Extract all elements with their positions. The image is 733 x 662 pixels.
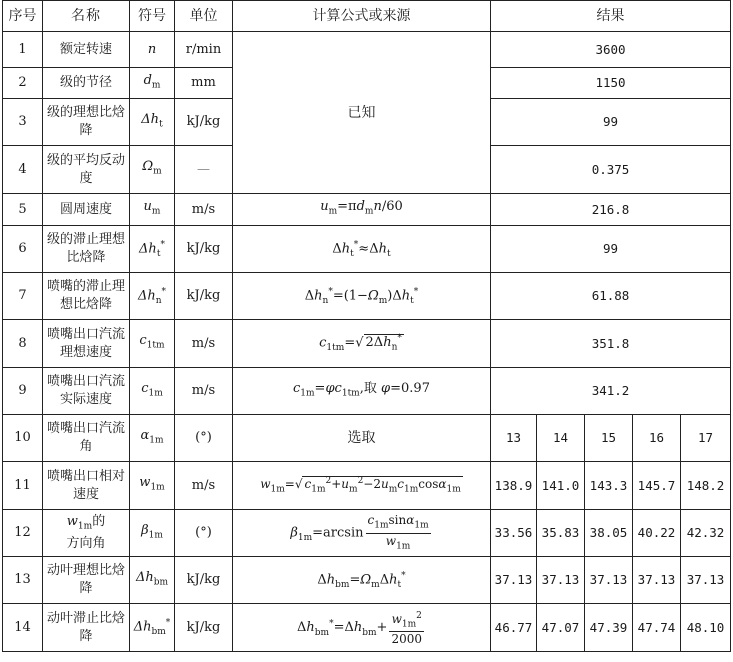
row-result-1: 46.77 xyxy=(491,604,537,652)
row-symbol: $u_m$ xyxy=(130,194,175,226)
row-no: 1 xyxy=(3,32,43,68)
row-symbol: $d_m$ xyxy=(130,68,175,99)
row-name: 喷嘴出口汽流理想速度 xyxy=(43,320,130,368)
table-row xyxy=(3,368,731,415)
row-unit: m/s xyxy=(175,194,233,226)
table-row xyxy=(3,462,731,510)
row-result-5: 17 xyxy=(681,415,731,462)
row-unit: kJ/kg xyxy=(175,604,233,652)
table-row xyxy=(3,194,731,226)
row-name: 级的滞止理想比焓降 xyxy=(43,226,130,273)
stage-calculation-table xyxy=(2,0,731,652)
row-no: 14 xyxy=(3,604,43,652)
table-row xyxy=(3,273,731,320)
row-no: 11 xyxy=(3,462,43,510)
row-formula-known: 已知 xyxy=(233,32,491,194)
row-symbol: $\alpha_{1m}$ xyxy=(130,415,175,462)
row-formula: 选取 xyxy=(233,415,491,462)
row-result-1: 33.56 xyxy=(491,510,537,557)
row-formula: $\beta_{1m}=\arcsin$ $\frac{c_{1m}\sin\alpha_{1m}}{w_{1m}}$ xyxy=(233,510,491,557)
row-no: 13 xyxy=(3,557,43,604)
header-result: 结果 xyxy=(491,1,731,32)
row-no: 9 xyxy=(3,368,43,415)
row-result: 61.88 xyxy=(491,273,731,320)
row-result-4: 47.74 xyxy=(633,604,681,652)
row-name: 动叶理想比焓降 xyxy=(43,557,130,604)
row-unit: kJ/kg xyxy=(175,273,233,320)
row-result: 341.2 xyxy=(491,368,731,415)
row-name xyxy=(43,99,130,146)
row-symbol: $\Delta h_{bm}^*$ xyxy=(130,604,175,652)
row-unit: kJ/kg xyxy=(175,226,233,273)
row-name: 额定转速 xyxy=(43,32,130,68)
table-row xyxy=(3,32,731,68)
row-result-4: 145.7 xyxy=(633,462,681,510)
formula-take-text: ,取 xyxy=(359,380,377,396)
row-no: 2 xyxy=(3,68,43,99)
header-row xyxy=(3,1,731,32)
row-no: 10 xyxy=(3,415,43,462)
header-formula: 计算公式或来源 xyxy=(233,1,491,32)
row-name-top-suffix: 的 xyxy=(92,513,106,529)
table-row xyxy=(3,320,731,368)
table-row xyxy=(3,415,731,462)
row-no: 7 xyxy=(3,273,43,320)
header-no: 序号 xyxy=(3,1,43,32)
table-row xyxy=(3,510,731,557)
row-result: 0.375 xyxy=(491,146,731,194)
row-no: 4 xyxy=(3,146,43,194)
row-unit: m/s xyxy=(175,462,233,510)
row-no: 5 xyxy=(3,194,43,226)
row-unit: mm xyxy=(175,68,233,99)
row-result-2: 35.83 xyxy=(537,510,585,557)
row-symbol: $\Delta h_n^*$ xyxy=(130,273,175,320)
row-symbol: $\beta_{1m}$ xyxy=(130,510,175,557)
row-no: 6 xyxy=(3,226,43,273)
row-symbol: n xyxy=(130,32,175,68)
row-result-3: 47.39 xyxy=(585,604,633,652)
table-row xyxy=(3,226,731,273)
row-unit: m/s xyxy=(175,368,233,415)
row-name-symbol: $w_{1m}$ xyxy=(66,513,93,532)
row-symbol: $c_{1tm}$ xyxy=(130,320,175,368)
row-result-4: 37.13 xyxy=(633,557,681,604)
row-result: 3600 xyxy=(491,32,731,68)
row-result-1: 138.9 xyxy=(491,462,537,510)
row-formula: $\Delta h_{bm}=\Omega_m\Delta h_t^*$ xyxy=(233,557,491,604)
row-result-4: 40.22 xyxy=(633,510,681,557)
row-unit: m/s xyxy=(175,320,233,368)
row-symbol: $\Delta h_t^*$ xyxy=(130,226,175,273)
row-name: 喷嘴出口汽流实际速度 xyxy=(43,368,130,415)
row-result-2: 47.07 xyxy=(537,604,585,652)
header-name: 名称 xyxy=(43,1,130,32)
row-result-3: 37.13 xyxy=(585,557,633,604)
row-name: 喷嘴的滞止理想比焓降 xyxy=(43,273,130,320)
row-unit: — xyxy=(175,146,233,194)
row-unit: (°) xyxy=(175,510,233,557)
header-unit: 单位 xyxy=(175,1,233,32)
row-name: 动叶滞止比焓降 xyxy=(43,604,130,652)
row-formula: $c_{1m}=\varphi c_{1tm}$,取 φ=0.97 xyxy=(233,368,491,415)
row-name: 喷嘴出口汽流角 xyxy=(43,415,130,462)
row-formula: $c_{1tm}=√$ $2\Delta h_n^*$ xyxy=(233,320,491,368)
row-formula: $u_m=\pi d_mn/60$ xyxy=(233,194,491,226)
row-formula: $w_{1m}=√$ $c_{1m}^2+u_m^2-2u_mc_{1m}\cos\alpha_{1m}$ xyxy=(233,462,491,510)
row-unit: kJ/kg xyxy=(175,99,233,146)
row-symbol: $\Delta h_{bm}$ xyxy=(130,557,175,604)
row-result-4: 16 xyxy=(633,415,681,462)
header-symbol: 符号 xyxy=(130,1,175,32)
table-row xyxy=(3,604,731,652)
row-unit: r/min xyxy=(175,32,233,68)
row-result-2: 141.0 xyxy=(537,462,585,510)
row-name-bottom: 方向角 xyxy=(66,536,106,552)
row-result-5: 48.10 xyxy=(681,604,731,652)
row-result-1: 13 xyxy=(491,415,537,462)
row-result-3: 143.3 xyxy=(585,462,633,510)
row-no: 8 xyxy=(3,320,43,368)
row-name xyxy=(43,510,130,557)
row-result-5: 37.13 xyxy=(681,557,731,604)
row-result-3: 38.05 xyxy=(585,510,633,557)
row-unit: (°) xyxy=(175,415,233,462)
row-result-1: 37.13 xyxy=(491,557,537,604)
row-result: 1150 xyxy=(491,68,731,99)
row-name: 圆周速度 xyxy=(43,194,130,226)
row-result-2: 14 xyxy=(537,415,585,462)
formula-denominator: 2000 xyxy=(391,632,422,647)
row-formula: $\Delta h_t^*\approx\Delta h_t$ xyxy=(233,226,491,273)
row-result-2: 37.13 xyxy=(537,557,585,604)
row-name: 级的平均反动度 xyxy=(43,146,130,194)
row-name: 喷嘴出口相对速度 xyxy=(43,462,130,510)
row-result: 99 xyxy=(491,99,731,146)
row-no: 3 xyxy=(3,99,43,146)
row-symbol: $\Omega_m$ xyxy=(130,146,175,194)
row-symbol: $w_{1m}$ xyxy=(130,462,175,510)
row-unit: kJ/kg xyxy=(175,557,233,604)
row-name: 级的节径 xyxy=(43,68,130,99)
row-result-5: 42.32 xyxy=(681,510,731,557)
row-result-3: 15 xyxy=(585,415,633,462)
row-result-5: 148.2 xyxy=(681,462,731,510)
row-symbol: $c_{1m}$ xyxy=(130,368,175,415)
row-formula: $\Delta h_{bm}^*=\Delta h_{bm}+$ $\frac{w_{1m}^2}{2000}$ xyxy=(233,604,491,652)
row-result: 216.8 xyxy=(491,194,731,226)
phi-value: 0.97 xyxy=(401,380,430,396)
row-name-text: 级的理想比焓降 xyxy=(46,105,125,138)
row-no: 12 xyxy=(3,510,43,557)
row-result: 99 xyxy=(491,226,731,273)
row-result: 351.8 xyxy=(491,320,731,368)
row-symbol: $\Delta h_t$ xyxy=(130,99,175,146)
table-row xyxy=(3,557,731,604)
row-formula: $\Delta h_n^*=(1-\Omega_m)\Delta h_t^*$ xyxy=(233,273,491,320)
